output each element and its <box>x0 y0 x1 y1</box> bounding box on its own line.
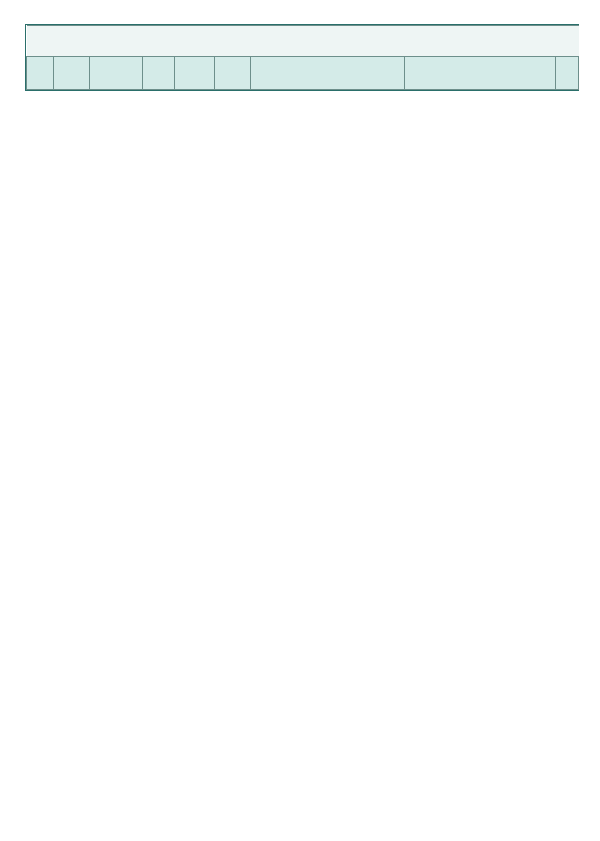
unit-title <box>27 26 579 57</box>
header-blank <box>27 57 54 90</box>
header-structure <box>215 57 251 90</box>
header-row <box>27 57 579 90</box>
character-table-sheet <box>25 24 579 91</box>
header-radical <box>175 57 215 90</box>
header-pinyin <box>90 57 143 90</box>
character-table <box>26 25 579 90</box>
header-count <box>556 57 579 90</box>
unit-title-section <box>27 26 579 90</box>
header-words <box>251 57 405 90</box>
header-order <box>143 57 175 90</box>
header-char <box>54 57 90 90</box>
header-strokes <box>405 57 556 90</box>
